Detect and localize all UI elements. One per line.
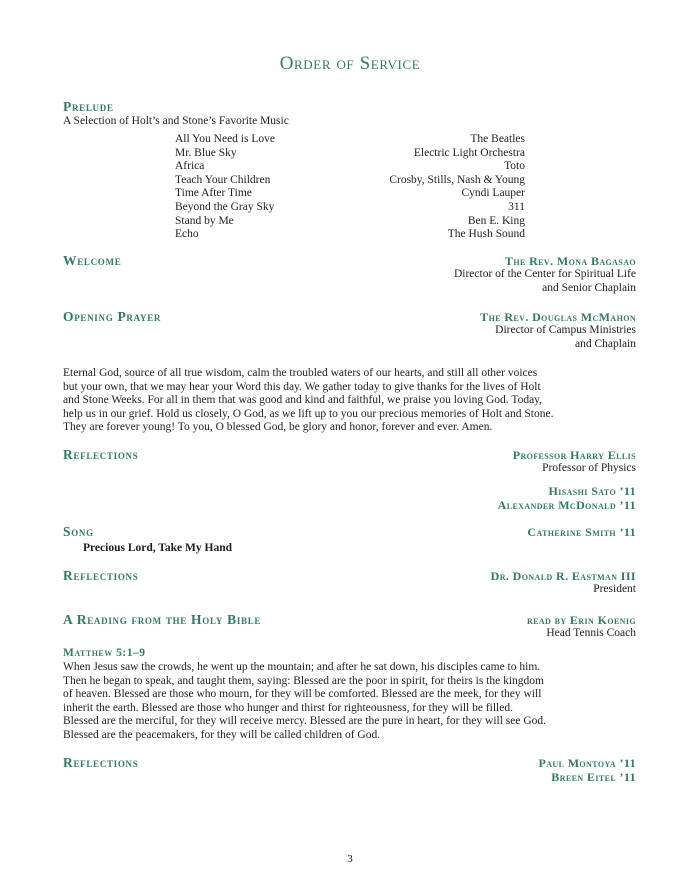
list-item (175, 187, 525, 201)
list-item (175, 228, 525, 242)
page-number: 3 (347, 853, 353, 865)
welcome-officiant-role: Director of the Center for Spiritual Life (453, 268, 636, 280)
reading-heading: A Reading from the Holy Bible (63, 612, 262, 627)
song-artist: 311 (508, 200, 525, 213)
opening-prayer-heading: Opening Prayer (63, 309, 162, 324)
song-title: Precious Lord, Take My Hand (83, 542, 232, 554)
song-performer-name: Catherine Smith ’11 (527, 525, 636, 539)
reflections-heading: Reflections (63, 447, 139, 462)
song-title: Time After Time (175, 187, 252, 200)
song-title: Africa (175, 160, 205, 173)
song-artist: Crosby, Stills, Nash & Young (389, 173, 525, 186)
opening-prayer-text (63, 367, 623, 435)
song-title: All You Need is Love (175, 133, 275, 145)
list-item (175, 201, 525, 215)
prayer-line: but your own, that we may hear your Word this day. We gather today to give thanks for the lives of Holt (63, 380, 541, 393)
reflections-speaker-name-2: Hisashi Sato ’11 (548, 484, 636, 498)
reading-text (63, 661, 623, 743)
prayer-line: They are forever young! To you, O blessed God, be glory and honor, forever and ever. Amen. (63, 421, 493, 434)
song-artist: Cyndi Lauper (461, 187, 525, 200)
reading-reader-role: Head Tennis Coach (546, 627, 636, 639)
reflections-heading-2: Reflections (63, 568, 139, 583)
list-item (175, 174, 525, 188)
prayer-line: and Stone Weeks. For all in them that was good and kind and faithful, we praise you loving God. Today, (63, 394, 543, 407)
reflections-speaker-name: Professor Harry Ellis (512, 448, 636, 462)
song-artist: Toto (504, 160, 525, 173)
opening-prayer-officiant-role-2: and Chaplain (575, 338, 636, 350)
list-item (175, 147, 525, 161)
reading-line: Then he began to speak, and taught them, saying: Blessed are the poor in spirit, for theirs is the kingdom (63, 674, 544, 687)
prelude-heading: Prelude (63, 99, 114, 114)
song-title: Stand by Me (175, 214, 234, 227)
song-title: Mr. Blue Sky (175, 146, 237, 159)
welcome-heading: Welcome (63, 253, 122, 268)
prelude-song-list (175, 133, 525, 242)
reflections-2-speaker-name: Dr. Donald R. Eastman III (490, 569, 636, 583)
reading-line: Blessed are the peacemakers, for they will be called children of God. (63, 728, 381, 741)
prelude-subtitle: A Selection of Holt’s and Stone’s Favorite Music (63, 115, 289, 127)
reflections-speaker-name-3: Alexander McDonald ’11 (497, 498, 636, 512)
welcome-officiant-name: The Rev. Mona Bagasao (504, 254, 636, 268)
list-item (175, 160, 525, 174)
reflections-3-speaker-name-2: Breen Eitel ’11 (551, 770, 636, 784)
reading-line: Blessed are the merciful, for they will receive mercy. Blessed are the pure in heart, for they will see God. (63, 715, 547, 728)
prayer-line: Eternal God, source of all true wisdom, calm the troubled waters of our hearts, and still all other voices (63, 367, 538, 379)
opening-prayer-officiant-role: Director of Campus Ministries (495, 324, 636, 336)
reflections-2-speaker-role: President (593, 583, 636, 595)
list-item (175, 133, 525, 147)
song-artist: Ben E. King (467, 214, 525, 227)
page-title: Order of Service (279, 53, 421, 74)
welcome-officiant-role-2: and Senior Chaplain (542, 282, 636, 294)
song-title: Echo (175, 228, 199, 241)
song-heading: Song (63, 524, 94, 539)
reflections-3-speaker-name: Paul Montoya ’11 (538, 756, 636, 770)
list-item (175, 215, 525, 229)
song-artist: Electric Light Orchestra (413, 146, 525, 159)
song-title: Teach Your Children (175, 173, 271, 186)
reading-line: inherit the earth. Blessed are those who hunger and thirst for righteousness, for they will be filled. (63, 701, 513, 714)
reflections-speaker-role: Professor of Physics (542, 462, 636, 474)
reading-reader-name: read by Erin Koenig (526, 613, 636, 627)
song-artist: The Hush Sound (447, 228, 525, 241)
reflections-heading-3: Reflections (63, 755, 139, 770)
prayer-line: help us in our grief. Hold us closely, O God, as we lift up to you our precious memories of Holt and Stone. (63, 407, 554, 420)
reading-passage-reference: Matthew 5:1–9 (63, 647, 146, 659)
reading-line: When Jesus saw the crowds, he went up the mountain; and after he sat down, his disciples came to him. (63, 661, 541, 673)
song-title: Beyond the Gray Sky (175, 200, 275, 213)
opening-prayer-officiant-name: The Rev. Douglas McMahon (480, 310, 636, 324)
song-artist: The Beatles (470, 133, 525, 145)
reading-line: of heaven. Blessed are those who mourn, for they will be comforted. Blessed are the meek, for they will (63, 688, 542, 701)
